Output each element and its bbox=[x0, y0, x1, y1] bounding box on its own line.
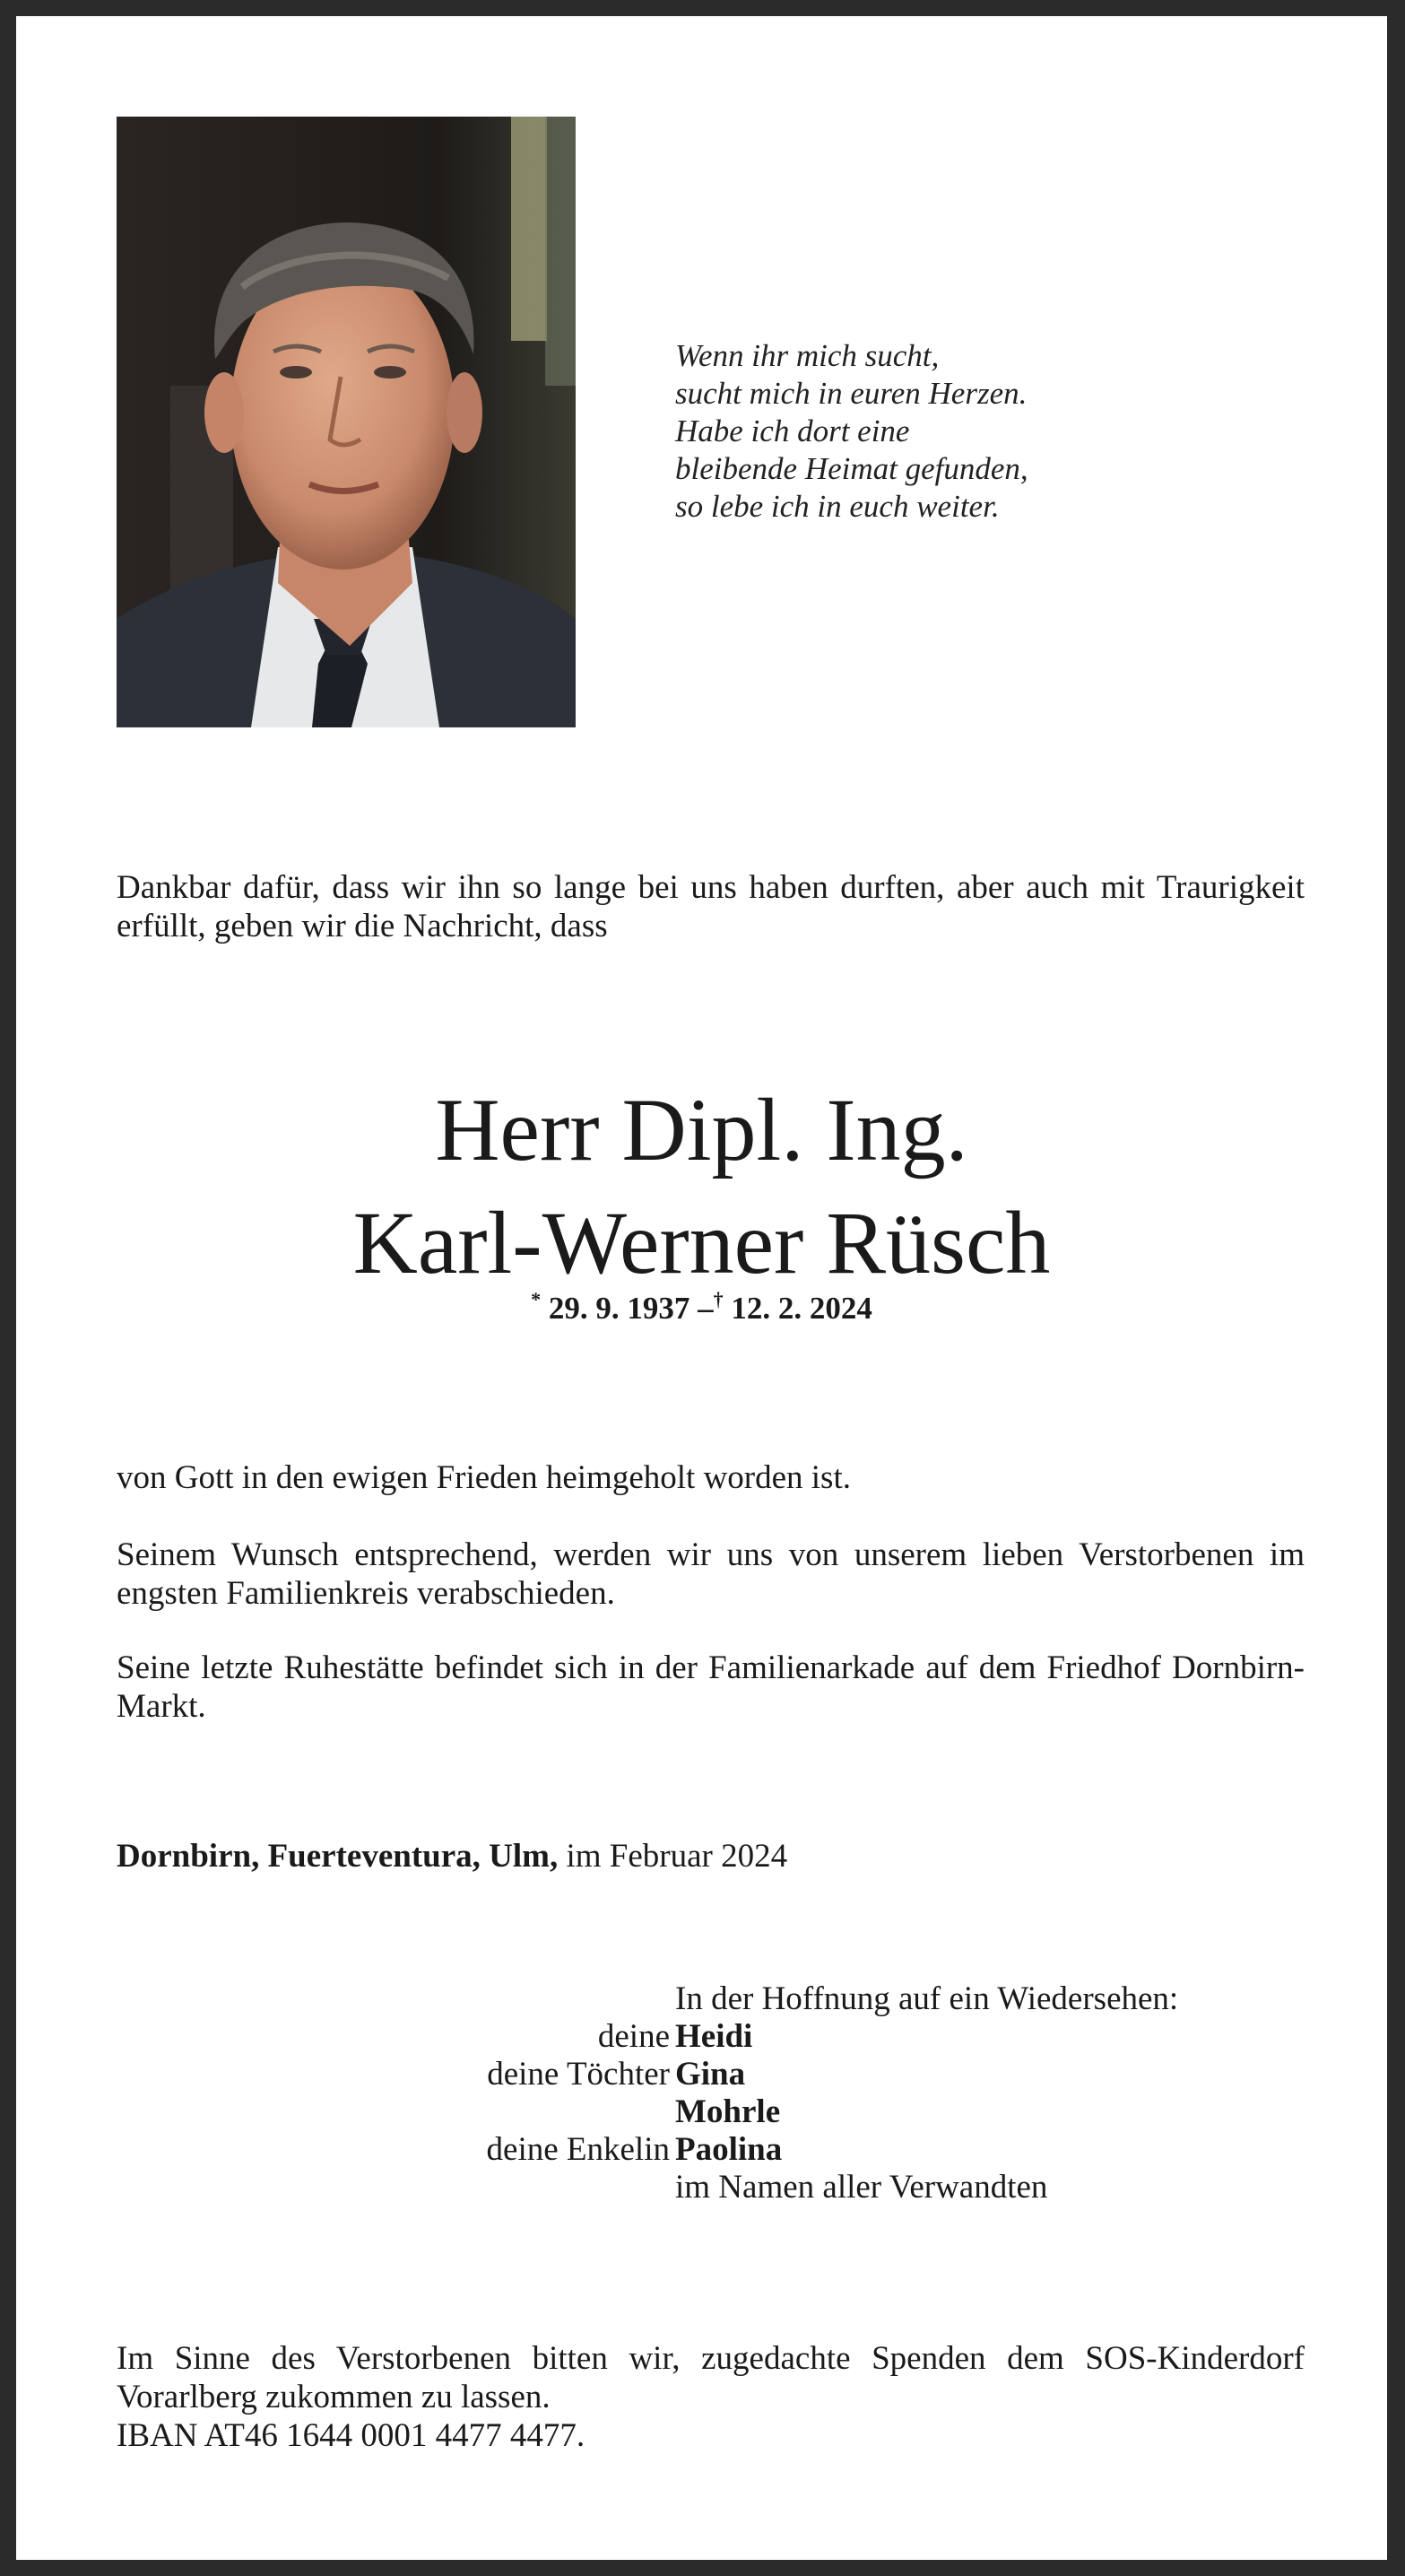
poem-line: bleibende Heimat gefunden, bbox=[675, 451, 1028, 486]
death-symbol: † bbox=[713, 1288, 724, 1310]
life-dates bbox=[16, 1288, 1387, 1327]
place-date-line bbox=[117, 1837, 1305, 1875]
body-paragraph-3: Seine letzte Ruhestätte befindet sich in der Familienarkade auf dem Friedhof Dornbirn-Markt. bbox=[117, 1649, 1305, 1725]
birth-symbol: * bbox=[531, 1288, 542, 1310]
signer-row bbox=[16, 2056, 1387, 2093]
signer-name: Paolina bbox=[675, 2131, 783, 2168]
signer-name: Mohrle bbox=[675, 2093, 781, 2130]
signers-closing: im Namen aller Verwandten bbox=[675, 2169, 1048, 2206]
poem-line: sucht mich in euren Herzen. bbox=[675, 376, 1028, 411]
signers-heading: In der Hoffnung auf ein Wiedersehen: bbox=[675, 1980, 1179, 2017]
signer-relation: deine bbox=[597, 2018, 670, 2055]
body-paragraph-1: von Gott in den ewigen Frieden heimgeholt worden ist. bbox=[117, 1459, 851, 1496]
birth-date: 29. 9. 1937 bbox=[548, 1291, 690, 1326]
signer-relation: deine Enkelin bbox=[486, 2131, 670, 2168]
obituary-page bbox=[16, 16, 1387, 2560]
signers-block bbox=[16, 1980, 1387, 2206]
portrait-photo bbox=[117, 117, 576, 727]
signer-relation: deine Töchter bbox=[487, 2056, 670, 2093]
date-text: im Februar 2024 bbox=[566, 1838, 788, 1875]
intro-paragraph: Dankbar dafür, dass wir ihn so lange bei uns haben durften, aber auch mit Traurigkeit erfüllt, geben wir die Nachricht, dass bbox=[117, 869, 1305, 944]
deceased-title: Herr Dipl. Ing. bbox=[435, 1080, 968, 1179]
body-paragraph-2: Seinem Wunsch entsprechend, werden wir uns von unserem lieben Verstorbenen im engsten Familienkreis verabschieden. bbox=[117, 1536, 1305, 1612]
portrait-illustration bbox=[117, 117, 576, 727]
signer-name: Gina bbox=[675, 2056, 746, 2093]
deceased-name: Karl-Werner Rüsch bbox=[352, 1193, 1051, 1292]
poem-line: Habe ich dort eine bbox=[675, 413, 910, 448]
poem-line: Wenn ihr mich sucht, bbox=[675, 338, 940, 373]
signer-row bbox=[16, 2093, 1387, 2131]
iban-line: IBAN AT46 1644 0001 4477 4477. bbox=[117, 2417, 585, 2454]
poem-line: so lebe ich in euch weiter. bbox=[675, 489, 1000, 524]
donation-paragraph: Im Sinne des Verstorbenen bitten wir, zugedachte Spenden dem SOS-Kinderdorf Vorarlberg zukommen zu lassen. bbox=[117, 2340, 1305, 2415]
signer-row bbox=[16, 2018, 1387, 2056]
poem bbox=[675, 337, 1028, 526]
signer-name: Heidi bbox=[675, 2018, 753, 2055]
signer-row bbox=[16, 2131, 1387, 2169]
death-date: 12. 2. 2024 bbox=[731, 1291, 872, 1326]
date-separator: – bbox=[698, 1291, 714, 1326]
places: Dornbirn, Fuerteventura, Ulm, bbox=[117, 1838, 559, 1875]
